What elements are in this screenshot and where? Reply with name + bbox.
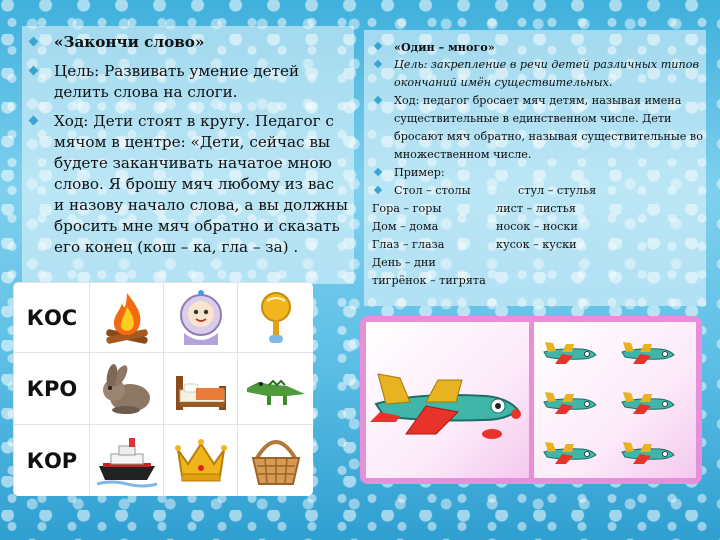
crown-icon <box>170 430 232 492</box>
picture-cell <box>237 352 313 426</box>
picture-cell <box>237 282 313 354</box>
airplane-icon <box>366 322 529 478</box>
example-single: День – дни <box>372 256 436 269</box>
ship-icon <box>95 430 159 492</box>
left-text-block <box>30 32 348 266</box>
example-pair <box>372 182 707 200</box>
example-pair <box>372 218 707 236</box>
pair-plural: носок – носки <box>496 220 578 233</box>
right-process: Ход: педагог бросает мяч детям, называя имена существительные в единственном числе. Дети бросают мяч обратно, называя существительные во множественном числе. <box>372 92 707 164</box>
syllable-cell <box>13 352 91 426</box>
pair-singular: Дом – дома <box>372 220 439 233</box>
picture-cell <box>163 282 239 354</box>
syllable-picture-grid <box>13 282 313 496</box>
pair-plural: кусок – куски <box>496 238 577 251</box>
pair-plural: стул – стулья <box>518 184 597 197</box>
picture-cell <box>163 352 239 426</box>
rattle-icon <box>245 287 307 349</box>
single-airplane-panel <box>366 322 529 478</box>
syllable-label: КОР <box>26 449 78 473</box>
basket-icon <box>245 430 307 492</box>
left-process: Ход: Дети стоят в кругу. Педагог с мячом в центре: «Дети, сейчас вы будете заканчивать начатое мною слово. Я брошу мяч любому из вас и назову начало слова, а вы должны бросить мне мяч обратно и сказать его конец (кош – ка, гла – за) . <box>30 111 348 258</box>
pair-singular: Гора – горы <box>372 202 442 215</box>
rabbit-icon <box>96 358 158 420</box>
pair-singular: Стол – столы <box>394 184 471 197</box>
right-goal: Цель: закрепление в речи детей различных типов окончаний имён существительных. <box>372 56 707 92</box>
picture-cell <box>89 424 165 496</box>
syllable-label: КРО <box>26 377 78 401</box>
airplanes-icon <box>534 322 696 478</box>
right-text-block <box>372 38 707 290</box>
many-airplanes-panel <box>534 322 696 478</box>
syllable-cell <box>13 424 91 496</box>
example-label: Пример: <box>372 164 707 182</box>
picture-cell <box>237 424 313 496</box>
right-title: «Один – много» <box>372 38 707 56</box>
picture-cell <box>89 352 165 426</box>
example-pair <box>372 236 707 254</box>
syllable-cell <box>13 282 91 354</box>
astronaut-icon <box>170 287 232 349</box>
pair-singular: Глаз – глаза <box>372 238 445 251</box>
campfire-icon <box>96 287 158 349</box>
crocodile-icon <box>243 358 309 420</box>
left-title: «Закончи слово» <box>30 32 348 53</box>
example-pair <box>372 200 707 218</box>
picture-cell <box>89 282 165 354</box>
pair-plural: лист – листья <box>496 202 576 215</box>
airplanes-picture <box>360 316 702 484</box>
syllable-label: КОС <box>26 306 78 330</box>
left-goal: Цель: Развивать умение детей делить слова на слоги. <box>30 61 348 103</box>
example-single: тигрёнок – тигрята <box>372 274 486 287</box>
bed-icon <box>170 358 232 420</box>
picture-cell <box>163 424 239 496</box>
